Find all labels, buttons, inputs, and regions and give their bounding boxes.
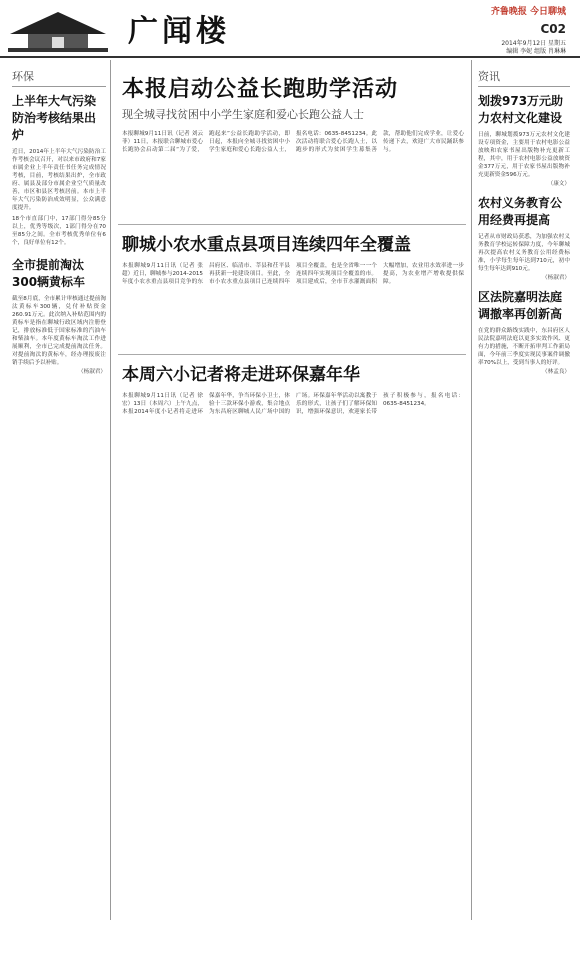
byline: （康文）	[547, 181, 570, 187]
date-line	[501, 40, 566, 56]
divider	[118, 224, 466, 225]
article-title: 区法院嘉明法庭调撤率再创新高	[478, 290, 563, 321]
article-body: 18个市直部门中，17部门得分85分以上，优秀等级次，1部门得分在70至85分之间。全市考核优秀单位有6个，良好单位有12个。	[12, 216, 106, 246]
article-body: 本报聊城9月11日讯（记者 张超）近日，聊城参与2014-2015年度小农水重点县项目竞争的东昌府区、临清市、莘县和茌平县再获新一轮建设项目。至此，全市小农水重点县项目已连续四年项目全覆盖，也是全省唯一一个连续四年实现项目全覆盖的市。项目建成后，全市节水灌溉面积大幅增加，农业用水效率进一步提高，为农业增产增收提供保障。	[122, 263, 464, 285]
masthead	[0, 0, 580, 58]
byline: （林孟良）	[542, 369, 570, 375]
divider	[118, 354, 466, 355]
section-title: 广闻楼	[128, 14, 230, 49]
column-divider-right	[471, 60, 472, 920]
left-column	[12, 68, 106, 918]
article-title: 农村义务教育公用经费再提高	[478, 196, 563, 227]
date: 2014年9月12日 星期五	[501, 40, 566, 47]
article-body: 记者从市财政局获悉，为加强农村义务教育学校运转保障力度，今年聊城再次提高农村义务教育公用经费标准，小学每生每年达到710元，初中每生每年达到910元。	[478, 234, 570, 272]
section-label-news: 资讯	[478, 68, 570, 87]
subheadline: 现全城寻找贫困中小学生家庭和爱心长跑公益人士	[122, 108, 364, 121]
headline-eco-carnival: 本周六小记者将走进环保嘉年华	[122, 365, 360, 385]
brand-logo: 齐鲁晚报 今日聊城	[490, 7, 566, 17]
section-label-env: 环保	[12, 68, 106, 87]
headline-farm-water: 聊城小农水重点县项目连续四年全覆盖	[122, 235, 411, 255]
editor-line: 编辑 李妮 组版 肖琳琳	[506, 48, 566, 55]
article-body: 本报聊城9月11日讯（记者 刘云菲）11日，本报联合聊城市爱心长跑协会启动第二届“为了爱，跑起来”公益长跑助学活动，即日起，本报向全城寻找贫困中小学生家庭和爱心长跑公益人士，报名电话：0635-8451234。此次活动将联合爱心长跑人士，以跑步的形式为贫困学生募集善款，帮助他们完成学业，让爱心传递下去，欢迎广大市民踊跃参与。	[122, 131, 464, 153]
article-title: 上半年大气污染防治考核结果出炉	[12, 94, 97, 142]
article-body: 截至8月底，全市累计审核通过提前淘汰黄标车300辆，兑付补贴资金260.91万元。此次纳入补贴范围内的黄标车是指在聊城行政区域内注册登记，排放标准低于国家标准的汽油车和柴油车。本年度黄标车淘汰工作进展顺利，全市已完成提前淘汰任务。对提前淘汰的黄标车，经办理报废注销手续后予以补贴。	[12, 296, 106, 366]
page-number: C02	[540, 22, 566, 36]
article-body: 在党的群众路线实践中，东昌府区人民法院嘉明法庭以更多实效作风、更有力的措施，不断开拓审判工作新局面，今年前三季度实现民事案件调撤率70%以上，受到当事人的好评。	[478, 328, 570, 366]
article-body: 本报聊城9月11日讯（记者 徐宏）13日（本周六）上午九点，本报2014年度小记者将走进环保嘉年华，争当环保小卫士，体验十三款环保小游戏，集合地点为东昌府区聊城人民广场中国的广场。环保嘉年华活动以寓教于乐的形式，让孩子们了解环保知识，增强环保意识，欢迎家长带孩子积极参与，报名电话：0635-8451234。	[122, 393, 464, 415]
byline: （杨淑君）	[78, 369, 106, 375]
headline-main: 本报启动公益长跑助学活动	[122, 76, 399, 102]
article-body: 近日，2014年上半年大气污染防治工作考核会议召开，对以来市政府和7家市属企业上半年责任书任务完成情况考核，目前，考核结果出炉，全市政府、属县及部分市属企业空气质量改善，市区和县区考核居前。本市上半年大气污染防治成效明显，公众满意度提升。	[12, 149, 106, 211]
column-divider-left	[110, 60, 111, 920]
article-body: 日前，聊城划拨973万元农村文化建设专项资金，主要用于农村电影公益放映和农家书屋出版物补充更新工程，其中，用于农村电影公益放映资金377万元，用于农家书屋出版物补充更新资金596万元。	[478, 132, 570, 178]
article-title: 划拨973万元助力农村文化建设	[478, 94, 564, 125]
byline: （杨淑君）	[542, 275, 570, 281]
pavilion-illustration	[8, 4, 108, 52]
right-column	[478, 68, 570, 918]
article-title: 全市提前淘汰300辆黄标车	[12, 258, 86, 289]
